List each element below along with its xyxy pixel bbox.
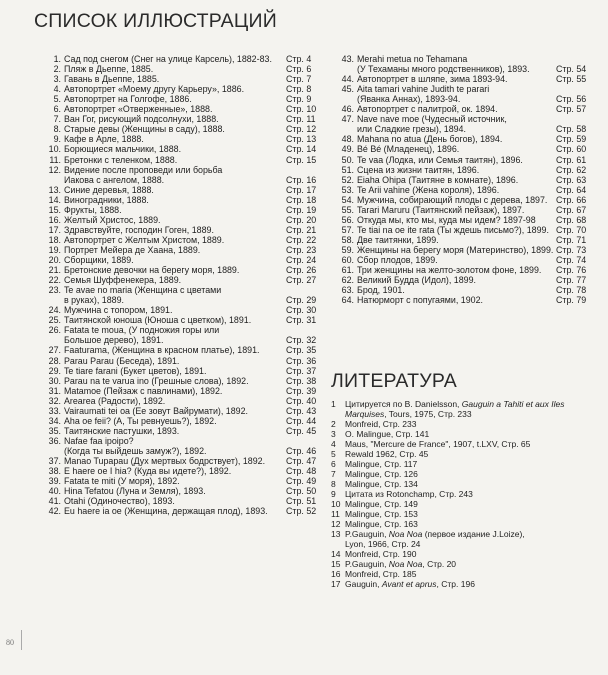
reference-text xyxy=(345,479,418,489)
item-number: 52. xyxy=(341,174,354,185)
reference-number: 4 xyxy=(331,439,336,449)
reference-text-line2 xyxy=(345,409,472,419)
item-number: 3. xyxy=(53,74,61,85)
item-title: Arearea (Радости), 1892. xyxy=(64,395,166,406)
item-page: Стр. 67 xyxy=(556,204,587,215)
item-title-line2: (Яванка Аннах), 1893-94. xyxy=(357,94,461,105)
item-title: Две таитянки, 1899. xyxy=(357,234,439,245)
item-title: Портрет Мейера де Хаана, 1889. xyxy=(64,244,201,255)
item-title: Таитянской юноша (Юноша с цветком), 1891. xyxy=(64,315,252,326)
item-title: Желтый Христос, 1889. xyxy=(64,214,161,225)
item-number: 12. xyxy=(48,164,61,175)
reference-title-italic: Avant et aprиs xyxy=(381,579,437,589)
reference-text-part: Malingue, Стр. 149 xyxy=(345,499,418,509)
item-page: Стр. 74 xyxy=(556,255,587,265)
reference-number: 17 xyxy=(331,579,341,589)
item-page: Стр. 9 xyxy=(286,94,312,105)
item-number: 23. xyxy=(48,285,61,296)
item-number: 63. xyxy=(341,285,354,296)
reference-text xyxy=(345,529,525,539)
item-number: 17. xyxy=(48,224,61,235)
reference-text xyxy=(345,399,564,409)
item-page: Стр. 63 xyxy=(556,174,587,185)
item-title: Сцена из жизни таитян, 1896. xyxy=(357,164,480,175)
item-page: Стр. 45 xyxy=(286,425,317,436)
item-page: Стр. 15 xyxy=(286,154,317,165)
item-page: Стр. 56 xyxy=(556,94,587,105)
item-title: Сбор плодов, 1899. xyxy=(357,255,438,265)
item-page: Стр. 64 xyxy=(556,184,587,195)
reference-text-part: Maus, "Mercure de France", 1907, t.LXV, Стр. 65 xyxy=(345,439,531,449)
item-title: Merahi metua no Tehamana xyxy=(357,54,468,64)
reference-number: 15 xyxy=(331,559,341,569)
item-number: 30. xyxy=(48,375,61,386)
item-page: Стр. 24 xyxy=(286,255,317,265)
item-page: Стр. 39 xyxy=(286,385,317,396)
item-page: Стр. 58 xyxy=(556,124,587,135)
item-title: Пляж в Дьеппе, 1885. xyxy=(64,64,154,75)
item-title: Manao Tupapau (Дух мертвых бодрствует), 1892. xyxy=(64,456,266,466)
item-number: 33. xyxy=(48,405,61,416)
item-title: Otahi (Одиночество), 1893. xyxy=(64,496,175,507)
item-page: Стр. 31 xyxy=(286,315,317,326)
item-title: Te avae no maria (Женщина с цветами xyxy=(64,285,222,296)
reference-text-part: Rewald 1962, Стр. 45 xyxy=(345,449,429,459)
item-title: Автопортрет в шляпе, зима 1893-94. xyxy=(357,74,508,85)
item-number: 40. xyxy=(48,486,61,497)
item-title: Parau na te varua ino (Грешные слова), 1892. xyxy=(64,375,249,386)
item-title: Tarari Maruru (Таитянский пейзаж), 1897. xyxy=(357,204,525,215)
item-title: Mahana no atua (День богов), 1894. xyxy=(357,134,503,145)
item-page: Стр. 13 xyxy=(286,134,317,145)
reference-text xyxy=(345,509,418,519)
item-title: Автопортрет с палитрой, ок. 1894. xyxy=(357,104,498,115)
item-page: Стр. 21 xyxy=(286,224,317,235)
item-number: 59. xyxy=(341,244,354,255)
item-title: Nave nave moe (Чудесный источник, xyxy=(357,114,507,125)
item-title: Fatata te moua, (У подножия горы или xyxy=(64,325,220,336)
item-page: Стр. 47 xyxy=(286,456,317,466)
item-title: Сборщики, 1889. xyxy=(64,255,134,265)
item-number: 54. xyxy=(341,194,354,205)
reference-text-line2-part: Lyon, 1966, Стр. 24 xyxy=(345,539,421,549)
item-number: 51. xyxy=(341,164,354,175)
item-number: 24. xyxy=(48,305,61,316)
item-page: Стр. 48 xyxy=(286,466,317,477)
item-page: Стр. 8 xyxy=(286,84,312,95)
item-page: Стр. 57 xyxy=(556,104,587,115)
reference-number: 12 xyxy=(331,519,341,529)
item-title: Натюрморт с попугаями, 1902. xyxy=(357,295,483,306)
reference-number: 14 xyxy=(331,549,341,559)
item-title-line2: или Сладкие грезы), 1894. xyxy=(357,124,466,135)
item-title: Семья Шуффенекера, 1889. xyxy=(64,275,182,286)
reference-number: 2 xyxy=(331,419,336,429)
item-number: 32. xyxy=(48,395,61,406)
item-title-line2: (У Техаманы много родственников), 1893. xyxy=(357,64,530,75)
item-title: Фрукты, 1888. xyxy=(64,204,122,215)
reference-text-tail: , Стр. 196 xyxy=(436,579,475,589)
item-page: Стр. 19 xyxy=(286,204,317,215)
item-title: Te tiai na oe ite rata (Ты ждешь письмо?), 1899. xyxy=(357,224,549,235)
item-page: Стр. 11 xyxy=(286,114,316,125)
item-title: Видение после проповеди или борьба xyxy=(64,164,223,175)
item-title: Виноградники, 1888. xyxy=(64,194,149,205)
item-title-line2: (Когда ты выйдешь замуж?), 1892. xyxy=(64,445,207,456)
item-number: 27. xyxy=(48,345,61,356)
item-title: Брод, 1901. xyxy=(357,285,405,296)
item-title-line2: Иакова с ангелом, 1888. xyxy=(64,174,165,185)
item-page: Стр. 16 xyxy=(286,174,317,185)
item-number: 47. xyxy=(341,114,354,125)
item-number: 35. xyxy=(48,425,61,436)
item-page: Стр. 7 xyxy=(286,74,312,85)
reference-number: 6 xyxy=(331,459,336,469)
reference-text-part: Malingue, Стр. 126 xyxy=(345,469,418,479)
item-title: Eiaha Ohipa (Таитяне в комнате), 1896. xyxy=(357,174,519,185)
reference-number: 10 xyxy=(331,499,341,509)
item-number: 58. xyxy=(341,234,354,245)
item-title: Hina Tefatou (Луна и Земля), 1893. xyxy=(64,486,206,497)
item-page: Стр. 60 xyxy=(556,144,587,155)
item-title: Великий Будда (Идол), 1899. xyxy=(357,275,477,286)
item-number: 18. xyxy=(48,234,61,245)
item-page: Стр. 12 xyxy=(286,124,317,135)
item-page: Стр. 40 xyxy=(286,395,317,406)
illustrations-title: СПИСОК ИЛЛЮСТРАЦИЙ xyxy=(34,10,277,32)
item-title: Женщины на берегу моря (Материнство), 1899. xyxy=(357,244,554,255)
item-number: 50. xyxy=(341,154,354,165)
item-number: 46. xyxy=(341,104,354,115)
item-title: Te vaa (Лодка, или Семья таитян), 1896. xyxy=(357,154,523,165)
item-page: Стр. 70 xyxy=(556,224,587,235)
item-page: Стр. 32 xyxy=(286,335,317,346)
item-page: Стр. 36 xyxy=(286,355,317,366)
reference-text-part: Gauguin, xyxy=(345,579,382,589)
literature-title: ЛИТЕРАТУРА xyxy=(331,370,457,392)
item-title: Здравствуйте, господин Гоген, 1889. xyxy=(64,224,214,235)
item-page: Стр. 30 xyxy=(286,305,317,316)
reference-text-part: Цитируется по B. Danielsson, xyxy=(345,399,462,409)
item-title: Vairaumati tei oa (Ее зовут Вайрумати), 1892. xyxy=(64,405,249,416)
item-title: Гавань в Дьеппе, 1885. xyxy=(64,74,160,85)
item-page: Стр. 49 xyxy=(286,476,317,487)
item-number: 64. xyxy=(341,295,354,306)
item-title: Ван Гог, рисующий подсолнухи, 1888. xyxy=(64,114,219,125)
reference-number: 8 xyxy=(331,479,336,489)
reference-text xyxy=(345,499,418,509)
item-title: Таитянские пастушки, 1893. xyxy=(64,425,180,436)
item-title: Te Arii vahine (Жена короля), 1896. xyxy=(357,184,500,195)
item-title: Сад под снегом (Снег на улице Карсель), 1882-83. xyxy=(64,54,272,64)
reference-text xyxy=(345,579,475,589)
item-title: Кафе в Арле, 1888. xyxy=(64,134,144,145)
item-number: 57. xyxy=(341,224,354,235)
item-page: Стр. 22 xyxy=(286,234,317,245)
item-number: 49. xyxy=(341,144,354,155)
reference-number: 5 xyxy=(331,449,336,459)
item-title: Старые девы (Женщины в саду), 1888. xyxy=(64,124,225,135)
reference-title-italic-line2: Marquises xyxy=(345,409,385,419)
item-page: Стр. 61 xyxy=(556,154,587,165)
item-number: 7. xyxy=(53,114,61,125)
reference-number: 11 xyxy=(331,509,340,519)
reference-text xyxy=(345,549,416,559)
item-number: 53. xyxy=(341,184,354,195)
reference-text xyxy=(345,519,418,529)
item-page: Стр. 71 xyxy=(556,234,587,245)
reference-text-part: Malingue, Стр. 153 xyxy=(345,509,418,519)
item-title: Автопортрет на Голгофе, 1886. xyxy=(64,94,192,105)
item-page: Стр. 18 xyxy=(286,194,317,205)
item-page: Стр. 27 xyxy=(286,275,317,286)
item-title: Мужчина, собирающий плоды с дерева, 1897. xyxy=(357,194,548,205)
item-page: Стр. 26 xyxy=(286,265,317,276)
item-page: Стр. 55 xyxy=(556,74,587,85)
item-number: 6. xyxy=(53,104,61,115)
folio-rule xyxy=(21,630,22,650)
item-page: Стр. 4 xyxy=(286,54,312,64)
item-page: Стр. 43 xyxy=(286,405,317,416)
item-number: 31. xyxy=(48,385,61,396)
item-number: 8. xyxy=(53,124,61,135)
item-page: Стр. 76 xyxy=(556,265,587,276)
item-number: 21. xyxy=(48,265,61,276)
item-title: Faaturama, (Женщина в красном платье), 1891. xyxy=(64,345,260,356)
item-number: 5. xyxy=(53,94,61,105)
item-number: 36. xyxy=(48,435,61,446)
item-page: Стр. 44 xyxy=(286,415,317,426)
item-number: 62. xyxy=(341,275,354,286)
item-page: Стр. 77 xyxy=(556,275,587,286)
item-title: Nafae faa ipoipo? xyxy=(64,435,134,446)
reference-number: 9 xyxy=(331,489,336,499)
item-title: Автопортрет «Отверженные», 1888. xyxy=(64,104,213,115)
item-number: 41. xyxy=(48,496,61,507)
item-page: Стр. 59 xyxy=(556,134,587,145)
item-page: Стр. 17 xyxy=(286,184,317,195)
item-title: Aita tamari vahine Judith te parari xyxy=(357,84,490,95)
item-number: 26. xyxy=(48,325,61,336)
item-title: Бретонские девочки на берегу моря, 1889. xyxy=(64,265,240,276)
reference-text xyxy=(345,489,473,499)
item-page: Стр. 51 xyxy=(286,496,317,507)
reference-text xyxy=(345,569,416,579)
item-page: Стр. 38 xyxy=(286,375,317,386)
item-title: Мужчина с топором, 1891. xyxy=(64,305,173,316)
item-title: Борющиеся мальчики, 1888. xyxy=(64,144,182,155)
item-page: Стр. 50 xyxy=(286,486,317,497)
item-page: Стр. 73 xyxy=(556,244,587,255)
item-page: Стр. 62 xyxy=(556,164,587,175)
item-title: Eu haere ia oe (Женщина, держащая плод), 1893. xyxy=(64,506,268,517)
item-page: Стр. 46 xyxy=(286,445,317,456)
item-title: Aha oe feii? (А, Ты ревнуешь?), 1892. xyxy=(64,415,217,426)
reference-text-part: Monfreid, Стр. 233 xyxy=(345,419,417,429)
item-title: Parau Parau (Беседа), 1891. xyxy=(64,355,180,366)
item-number: 60. xyxy=(341,255,354,265)
item-number: 14. xyxy=(48,194,61,205)
reference-title-italic: Noa Noa xyxy=(388,529,423,539)
reference-text-part: Monfreid, Стр. 190 xyxy=(345,549,417,559)
item-number: 25. xyxy=(48,315,61,326)
item-number: 28. xyxy=(48,355,61,366)
item-number: 13. xyxy=(48,184,61,195)
reference-text xyxy=(345,419,416,429)
reference-number: 13 xyxy=(331,529,341,539)
item-number: 11. xyxy=(49,154,61,165)
reference-number: 3 xyxy=(331,429,336,439)
item-number: 15. xyxy=(48,204,61,215)
item-page: Стр. 37 xyxy=(286,365,317,376)
reference-text xyxy=(345,439,530,449)
item-number: 37. xyxy=(48,456,61,466)
reference-text xyxy=(345,449,428,459)
reference-text xyxy=(345,429,429,439)
reference-text-part: Monfreid, Стр. 185 xyxy=(345,569,417,579)
reference-text-part: Malingue, Стр. 163 xyxy=(345,519,418,529)
reference-text-part: P.Gauguin, xyxy=(345,529,389,539)
reference-text-part: Цитата из Rotonchamp, Стр. 243 xyxy=(345,489,473,499)
item-title: Fatata te miti (У моря), 1892. xyxy=(64,476,180,487)
item-page: Стр. 78 xyxy=(556,285,587,296)
reference-text-tail: , Стр. 20 xyxy=(422,559,457,569)
item-page: Стр. 35 xyxy=(286,345,317,356)
item-number: 19. xyxy=(48,244,61,255)
item-number: 9. xyxy=(53,134,61,145)
item-page: Стр. 66 xyxy=(556,194,587,205)
item-title: Matamoe (Пейзаж с павлинами), 1892. xyxy=(64,385,223,396)
item-title: Три женщины на желто-золотом фоне, 1899. xyxy=(357,265,542,276)
reference-text-line2 xyxy=(345,539,420,549)
item-page: Стр. 20 xyxy=(286,214,317,225)
item-title: Откуда мы, кто мы, куда мы идем? 1897-98 xyxy=(357,214,536,225)
reference-text-tail: (первое издание J.Loize), xyxy=(422,529,525,539)
item-number: 45. xyxy=(341,84,354,95)
reference-text-part: Malingue, Стр. 117 xyxy=(345,459,418,469)
item-number: 1. xyxy=(53,54,61,64)
reference-text-part: P.Gauguin, xyxy=(345,559,389,569)
reference-text-part: Malingue, Стр. 134 xyxy=(345,479,418,489)
item-page: Стр. 52 xyxy=(286,506,317,517)
item-page: Стр. 10 xyxy=(286,104,317,115)
item-title: Бретонки с теленком, 1888. xyxy=(64,154,178,165)
item-number: 38. xyxy=(48,466,61,477)
item-number: 22. xyxy=(48,275,61,286)
item-number: 44. xyxy=(341,74,354,85)
item-number: 16. xyxy=(48,214,61,225)
reference-number: 7 xyxy=(331,469,336,479)
item-title-line2: Большое дерево), 1891. xyxy=(64,335,164,346)
item-page: Стр. 79 xyxy=(556,295,587,306)
item-page: Стр. 29 xyxy=(286,295,317,306)
item-title: Bé Bé (Младенец), 1896. xyxy=(357,144,460,155)
item-number: 55. xyxy=(341,204,354,215)
item-page: Стр. 68 xyxy=(556,214,587,225)
item-number: 29. xyxy=(48,365,61,376)
item-number: 10. xyxy=(48,144,61,155)
item-number: 34. xyxy=(48,415,61,426)
item-number: 39. xyxy=(48,476,61,487)
item-number: 20. xyxy=(48,255,61,265)
item-page: Стр. 23 xyxy=(286,244,317,255)
item-number: 4. xyxy=(53,84,61,95)
reference-title-italic: Noa Noa xyxy=(388,559,423,569)
reference-text xyxy=(345,459,417,469)
item-page: Стр. 6 xyxy=(286,64,312,75)
item-number: 2. xyxy=(53,64,61,75)
reference-text-line2-part: , Tours, 1975, Стр. 233 xyxy=(384,409,472,419)
item-title: E haere oe I hia? (Куда вы идете?), 1892. xyxy=(64,466,232,477)
item-number: 61. xyxy=(341,265,354,276)
item-number: 43. xyxy=(341,54,354,64)
item-title: Автопортрет с Желтым Христом, 1889. xyxy=(64,234,225,245)
reference-text-part: O. Malingue, Стр. 141 xyxy=(345,429,430,439)
reference-text xyxy=(345,559,456,569)
item-page: Стр. 54 xyxy=(556,64,587,75)
page-number: 80 xyxy=(6,638,14,647)
item-number: 56. xyxy=(341,214,354,225)
item-number: 48. xyxy=(341,134,354,145)
item-title: Автопортрет «Моему другу Карьеру», 1886. xyxy=(64,84,245,95)
item-number: 42. xyxy=(48,506,61,517)
item-page: Стр. 14 xyxy=(286,144,317,155)
item-title: Синие деревья, 1888. xyxy=(64,184,154,195)
reference-number: 1 xyxy=(331,399,336,409)
reference-title-italic: Gauguin a Tahiti et aux Iles xyxy=(461,399,565,409)
item-title-line2: в руках), 1889. xyxy=(64,295,125,306)
reference-number: 16 xyxy=(331,569,341,579)
item-title: Te tiare farani (Букет цветов), 1891. xyxy=(64,365,207,376)
reference-text xyxy=(345,469,418,479)
